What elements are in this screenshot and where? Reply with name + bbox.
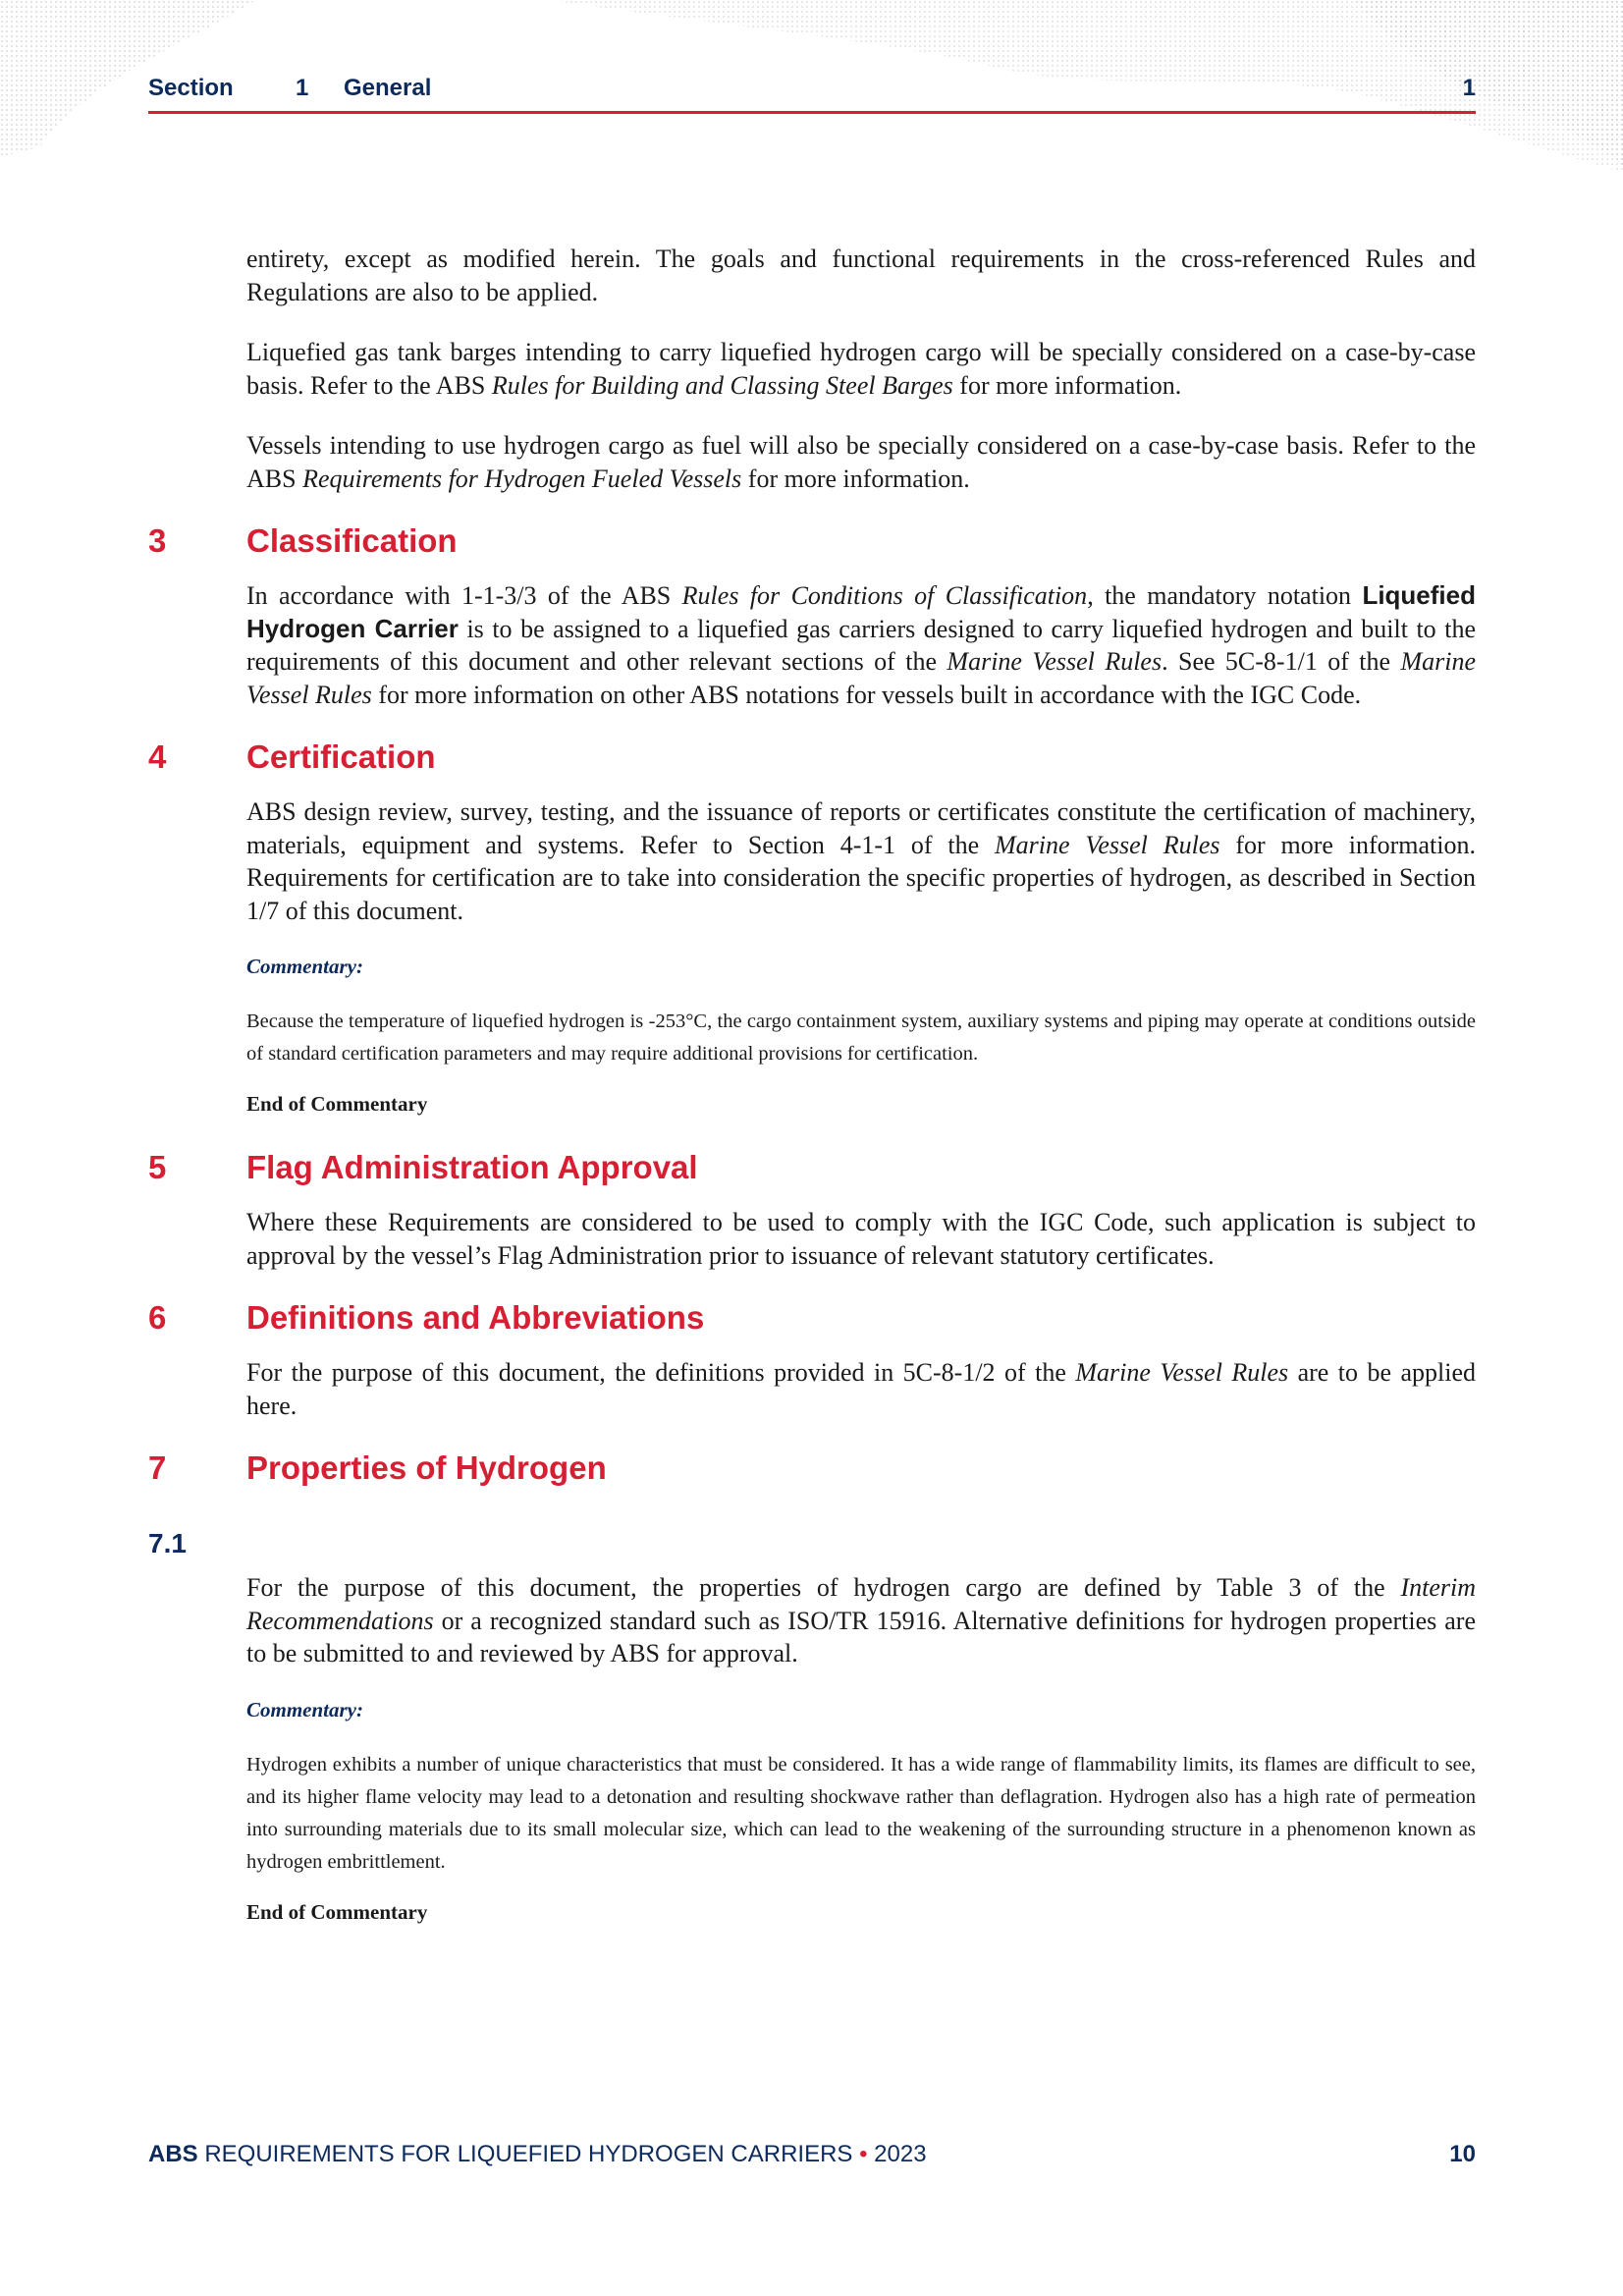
commentary-text: Because the temperature of liquefied hydrogen is -253°C, the cargo containment system, auxiliary systems and piping may operate at conditions outside of standard certification parameters and may require additional provisions for certification. [246,1011,1476,1065]
heading-definitions: 6 Definitions and Abbreviations [148,1299,705,1336]
footer-separator: • [859,2141,868,2167]
certification-paragraph: ABS design review, survey, testing, and the issuance of reports or certificates constitute the certification of machinery, materials, equipment and systems. Refer to Section 4-1-1 of the Marine Vessel Rules for more information. Requirements for certification are to take into consideration the specific properties of hydrogen, as described in Section 1/7 of this document. [246,797,1476,925]
classification-paragraph: In accordance with 1-1-3/3 of the ABS Rules for Conditions of Classification, the mandatory notation Liquefied Hydrogen Carrier is to be assigned to a liquefied gas carriers designed to carry liquefied hydrogen and built to the requirements of this document and other relevant sections of the Marine Vessel Rules. See 5C-8-1/1 of the Marine Vessel Rules for more information on other ABS notations for vessels built in accordance with the IGC Code. [246,580,1476,709]
commentary-end: End of Commentary [246,1899,428,1924]
notation-label: Liquefied Hydrogen Carrier [246,580,1476,643]
header-divider [148,111,1476,114]
heading-flag-approval: 5 Flag Administration Approval [148,1149,698,1185]
header-section-number: 1 [296,75,309,101]
heading-certification: 4 Certification [148,738,436,775]
header-page-marker: 1 [1462,75,1476,101]
heading-classification: 3 Classification [148,522,458,559]
intro-paragraph-3: Vessels intending to use hydrogen cargo as fuel will also be specially considered on a case-by-case basis. Refer to the ABS Requirements for Hydrogen Fueled Vessels for more information. [246,431,1476,493]
footer-title: REQUIREMENTS FOR LIQUEFIED HYDROGEN CARRIERS [204,2141,853,2167]
commentary-label: Commentary: [246,955,363,978]
intro-paragraph-2: Liquefied gas tank barges intending to carry liquefied hydrogen cargo will be specially considered on a case-by-case basis. Refer to the ABS Rules for Building and Classing Steel Barges for more information. [246,338,1476,400]
header-section-title: General [344,75,432,101]
footer-page-number: 10 [1449,2141,1476,2167]
heading-properties: 7 Properties of Hydrogen [148,1449,607,1486]
properties-paragraph: For the purpose of this document, the properties of hydrogen cargo are defined by Table 3 of the Interim Recommendations or a recognized standard such as ISO/TR 15916. Alternative definitions for hydrogen properties are to be submitted to and reviewed by ABS for approval. [246,1573,1476,1667]
footer-year: 2023 [874,2141,927,2167]
subsection-number: 7.1 [148,1528,187,1558]
flag-approval-paragraph: Where these Requirements are considered to be used to comply with the IGC Code, such application is subject to approval by the vessel’s Flag Administration prior to issuance of relevant statutory certificates. [246,1208,1476,1270]
commentary-text: Hydrogen exhibits a number of unique characteristics that must be considered. It has a wide range of flammability limits, its flames are difficult to see, and its higher flame velocity may lead to a detonation and resulting shockwave rather than deflagration. Hydrogen also has a high rate of permeation into surrounding materials due to its small molecular size, which can lead to the weakening of the surrounding structure in a phenomenon known as hydrogen embrittlement. [246,1753,1476,1873]
header-section-label: Section [148,75,234,101]
commentary-label: Commentary: [246,1697,363,1722]
running-header [148,75,1476,114]
running-footer [148,2141,1476,2172]
commentary-end: End of Commentary [246,1092,428,1116]
main-content [148,243,1476,1957]
intro-paragraph-1: entirety, except as modified herein. The goals and functional requirements in the cross-referenced Rules and Regulations are also to be applied. [246,245,1476,306]
footer-brand: ABS [148,2141,198,2167]
definitions-paragraph: For the purpose of this document, the definitions provided in 5C-8-1/2 of the Marine Vessel Rules are to be applied here. [246,1358,1477,1420]
